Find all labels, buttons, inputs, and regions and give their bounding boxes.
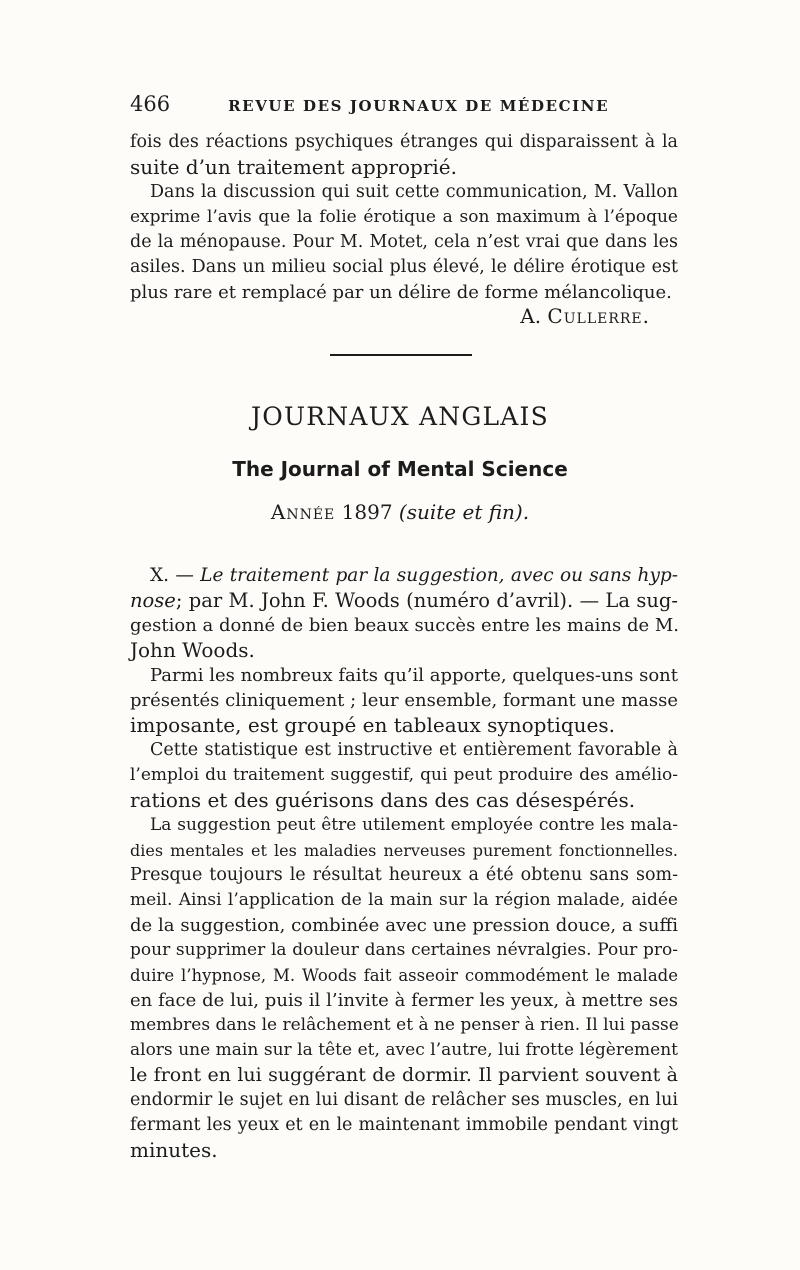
text-line: Dans la discussion qui suit cette communication, M. Vallon	[150, 182, 678, 202]
text-line: alors une main sur la tête et, avec l’autre, lui frotte légèrement	[130, 1040, 678, 1060]
running-title: REVUE DES JOURNAUX DE MÉDECINE	[228, 97, 610, 115]
text-line: asiles. Dans un milieu social plus élevé, le délire érotique est	[130, 257, 678, 277]
text-line: en face de lui, puis il l’invite à fermer les yeux, à mettre ses	[130, 990, 678, 1011]
text-line: fermant les yeux et en le maintenant immobile pendant vingt	[130, 1115, 678, 1135]
section-title: JOURNAUX ANGLAIS	[251, 402, 549, 431]
year-note: (suite et fin).	[398, 500, 530, 524]
text-line: rations et des guérisons dans des cas désespérés.	[130, 788, 636, 812]
text-line: Presque toujours le résultat heureux a été obtenu sans som-	[130, 865, 678, 885]
year-value: 1897	[341, 500, 393, 524]
text-line: La suggestion peut être utilement employée contre les mala-	[150, 815, 678, 835]
text-line: endormir le sujet en lui disant de relâcher ses muscles, en lui	[130, 1090, 678, 1110]
article-title-line	[130, 588, 678, 613]
section-divider	[330, 354, 472, 356]
text-line: fois des réactions psychiques étranges qui disparaissent à la	[130, 132, 678, 152]
text-line: suite d’un traitement approprié.	[130, 155, 458, 179]
signature-name: Cullerre.	[547, 304, 650, 328]
text-line: de la ménopause. Pour M. Motet, cela n’est vrai que dans les	[130, 232, 678, 252]
text-line: de la suggestion, combinée avec une pression douce, a suffi	[130, 915, 678, 936]
signature-initial: A.	[520, 304, 542, 328]
text-line: le front en lui suggérant de dormir. Il parvient souvent à	[130, 1064, 678, 1086]
text-line: exprime l’avis que la folie érotique a son maximum à l’époque	[130, 207, 678, 227]
running-header	[130, 92, 678, 118]
page-number: 466	[130, 92, 171, 116]
text-line: gestion a donné de bien beaux succès entre les mains de M.	[130, 615, 680, 636]
text-line: l’emploi du traitement suggestif, qui peut produire des amélio-	[130, 765, 678, 785]
text-line: duire l’hypnose, M. Woods fait asseoir commodément le malade	[130, 966, 678, 985]
text-line: Parmi les nombreux faits qu’il apporte, quelques-uns sont	[150, 665, 678, 686]
text-line: meil. Ainsi l’application de la main sur la région malade, aidée	[130, 890, 678, 910]
text-line: plus rare et remplacé par un délire de forme mélancolique.	[130, 282, 672, 303]
text-line: minutes.	[130, 1138, 218, 1162]
text-line: présentés cliniquement ; leur ensemble, formant une masse	[130, 690, 678, 711]
year-label: Année	[270, 500, 336, 524]
article-reference: ; par M. John F. Woods (numéro d’avril). — La sug-	[175, 589, 678, 612]
item-number: X. —	[150, 565, 194, 586]
article-title: Le traitement par la suggestion, avec ou sans hyp-	[200, 565, 678, 586]
text-line: Cette statistique est instructive et entièrement favorable à	[150, 740, 678, 760]
text-line: membres dans le relâchement et à ne penser à rien. Il lui passe	[130, 1015, 679, 1035]
text-line: John Woods.	[130, 638, 255, 662]
text-line: dies mentales et les maladies nerveuses purement fonctionnelles.	[130, 841, 678, 860]
text-line: pour supprimer la douleur dans certaines névralgies. Pour pro-	[130, 940, 678, 960]
year-line	[0, 500, 800, 524]
author-signature	[130, 304, 678, 328]
article-title-line	[150, 563, 678, 588]
journal-title: The Journal of Mental Science	[232, 457, 568, 481]
article-title-end: nose	[130, 589, 176, 612]
text-line: imposante, est groupé en tableaux synoptiques.	[130, 713, 616, 737]
